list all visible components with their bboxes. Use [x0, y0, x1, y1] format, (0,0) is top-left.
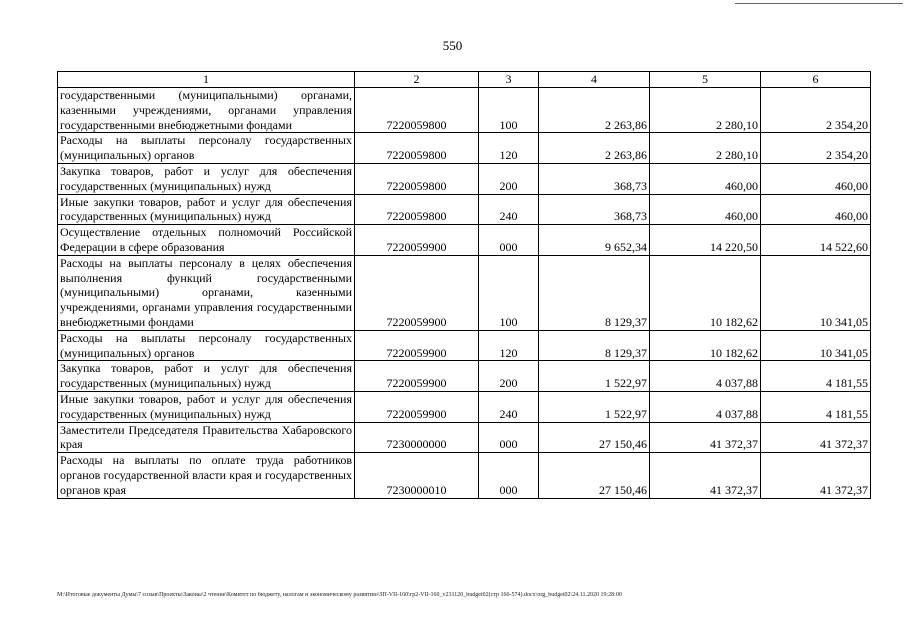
row-amount-3: 4 181,55 — [761, 361, 871, 392]
table-row — [58, 422, 871, 453]
header-col-1: 1 — [58, 72, 355, 88]
row-amount-1: 368,73 — [539, 163, 650, 194]
row-amount-2: 10 182,62 — [650, 255, 761, 330]
row-amount-3: 10 341,05 — [761, 255, 871, 330]
row-name: Расходы на выплаты персоналу государственных (муниципальных) органов — [58, 133, 355, 164]
row-amount-1: 27 150,46 — [539, 422, 650, 453]
row-name: Иные закупки товаров, работ и услуг для обеспечения государственных (муниципальных) нужд — [58, 194, 355, 225]
table-row — [58, 133, 871, 164]
row-amount-1: 9 652,34 — [539, 225, 650, 256]
row-vr-code: 100 — [479, 88, 539, 133]
header-col-2: 2 — [355, 72, 479, 88]
row-vr-code: 000 — [479, 453, 539, 498]
row-vr-code: 100 — [479, 255, 539, 330]
row-name: Закупка товаров, работ и услуг для обеспечения государственных (муниципальных) нужд — [58, 163, 355, 194]
row-csr-code: 7220059800 — [355, 163, 479, 194]
table-row — [58, 88, 871, 133]
row-name: государственными (муниципальными) органами, казенными учреждениями, органами управления государственными внебюджетными фондами — [58, 88, 355, 133]
row-amount-1: 8 129,37 — [539, 255, 650, 330]
page-number: 550 — [442, 38, 463, 53]
row-csr-code: 7230000000 — [355, 422, 479, 453]
row-amount-1: 2 263,86 — [539, 133, 650, 164]
budget-table — [57, 71, 871, 499]
row-vr-code: 000 — [479, 225, 539, 256]
row-name: Иные закупки товаров, работ и услуг для обеспечения государственных (муниципальных) нужд — [58, 391, 355, 422]
row-amount-1: 27 150,46 — [539, 453, 650, 498]
row-csr-code: 7220059800 — [355, 194, 479, 225]
row-amount-3: 14 522,60 — [761, 225, 871, 256]
row-amount-3: 4 181,55 — [761, 391, 871, 422]
row-csr-code: 7230000010 — [355, 453, 479, 498]
row-amount-3: 41 372,37 — [761, 422, 871, 453]
row-amount-3: 2 354,20 — [761, 88, 871, 133]
row-csr-code: 7220059900 — [355, 361, 479, 392]
row-amount-2: 460,00 — [650, 163, 761, 194]
row-amount-2: 41 372,37 — [650, 453, 761, 498]
table-row — [58, 330, 871, 361]
row-vr-code: 240 — [479, 391, 539, 422]
header-col-5: 5 — [650, 72, 761, 88]
row-csr-code: 7220059900 — [355, 225, 479, 256]
table-row — [58, 361, 871, 392]
row-amount-3: 41 372,37 — [761, 453, 871, 498]
header-col-4: 4 — [539, 72, 650, 88]
row-amount-1: 1 522,97 — [539, 391, 650, 422]
row-csr-code: 7220059900 — [355, 330, 479, 361]
row-vr-code: 120 — [479, 330, 539, 361]
table-row — [58, 255, 871, 330]
row-vr-code: 000 — [479, 422, 539, 453]
row-vr-code: 200 — [479, 163, 539, 194]
row-amount-2: 2 280,10 — [650, 133, 761, 164]
row-amount-2: 14 220,50 — [650, 225, 761, 256]
header-row — [58, 72, 871, 88]
header-col-6: 6 — [761, 72, 871, 88]
row-name: Закупка товаров, работ и услуг для обеспечения государственных (муниципальных) нужд — [58, 361, 355, 392]
document-file-path: M:\Итоговые документы Думы\7 созыв\Проекты\Законы\2 чтение\Комитет по бюджету, налогам и экономическому развитию\ЗП-VII-160\гр2-VII-160_v231120_budget02(стр 166-574).docx\org_budget02\24.11.2020 19:28:00 — [57, 592, 622, 598]
row-amount-3: 460,00 — [761, 163, 871, 194]
row-amount-2: 4 037,88 — [650, 361, 761, 392]
row-amount-2: 460,00 — [650, 194, 761, 225]
row-amount-1: 368,73 — [539, 194, 650, 225]
row-csr-code: 7220059800 — [355, 88, 479, 133]
header-col-3: 3 — [479, 72, 539, 88]
row-amount-3: 2 354,20 — [761, 133, 871, 164]
table-row — [58, 225, 871, 256]
row-amount-1: 1 522,97 — [539, 361, 650, 392]
row-amount-2: 4 037,88 — [650, 391, 761, 422]
table-row — [58, 391, 871, 422]
table-row — [58, 163, 871, 194]
row-csr-code: 7220059800 — [355, 133, 479, 164]
row-amount-3: 460,00 — [761, 194, 871, 225]
table-row — [58, 194, 871, 225]
row-name: Заместители Председателя Правительства Хабаровского края — [58, 422, 355, 453]
row-amount-3: 10 341,05 — [761, 330, 871, 361]
row-csr-code: 7220059900 — [355, 255, 479, 330]
row-amount-2: 10 182,62 — [650, 330, 761, 361]
row-name: Расходы на выплаты по оплате труда работников органов государственной власти края и государственных органов края — [58, 453, 355, 498]
row-vr-code: 120 — [479, 133, 539, 164]
top-rule — [735, 3, 903, 4]
row-amount-1: 8 129,37 — [539, 330, 650, 361]
row-csr-code: 7220059900 — [355, 391, 479, 422]
row-vr-code: 200 — [479, 361, 539, 392]
row-name: Расходы на выплаты персоналу государственных (муниципальных) органов — [58, 330, 355, 361]
row-amount-2: 2 280,10 — [650, 88, 761, 133]
row-name: Расходы на выплаты персоналу в целях обеспечения выполнения функций государственными (муниципальными) органами, казенными учреждениями, органами управления государственными внебюджетными фондами — [58, 255, 355, 330]
row-vr-code: 240 — [479, 194, 539, 225]
row-amount-1: 2 263,86 — [539, 88, 650, 133]
table-row — [58, 453, 871, 498]
row-amount-2: 41 372,37 — [650, 422, 761, 453]
row-name: Осуществление отдельных полномочий Российской Федерации в сфере образования — [58, 225, 355, 256]
